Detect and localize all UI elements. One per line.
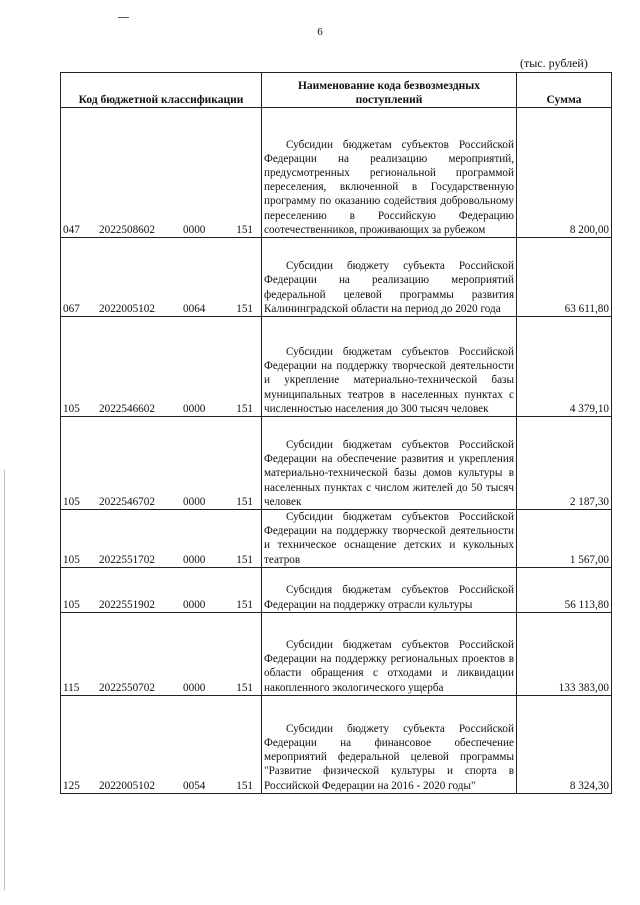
program-code: 0000 xyxy=(183,681,206,694)
budget-code-cell xyxy=(61,612,262,695)
header-code: Код бюджетной классификации xyxy=(61,73,262,108)
income-name-text: Субсидии бюджетам субъектов Российской Федерации на поддержку творческой деятельности и укрепление материально-технической базы муниципальных театров в населенных пунктах с численностью населения до 300 тысяч человек xyxy=(264,345,514,415)
kosgu-code: 151 xyxy=(236,402,253,415)
program-code: 0064 xyxy=(183,302,206,315)
table-row xyxy=(61,417,612,510)
income-name-text: Субсидии бюджетам субъектов Российской Федерации на обеспечение развития и укрепления материально-технической базы домов культуры в населенных пунктах с числом жителей до 50 тысяч человек xyxy=(264,438,514,508)
income-code: 2022005102 xyxy=(99,302,155,315)
program-code: 0000 xyxy=(183,223,206,236)
income-name-cell xyxy=(262,317,517,417)
income-name-cell xyxy=(262,238,517,317)
kosgu-code: 151 xyxy=(236,495,253,508)
table-header-row xyxy=(61,73,612,108)
amount-cell: 56 113,80 xyxy=(517,567,612,612)
income-name-text: Субсидии бюджетам субъектов Российской Федерации на поддержку региональных проектов в области обращения с отходами и ликвидации накопленного экологического ущерба xyxy=(264,639,514,694)
income-code: 2022005102 xyxy=(99,779,155,792)
header-name: Наименование кода безвозмездных поступлений xyxy=(262,73,517,108)
table-row xyxy=(61,612,612,695)
kosgu-code: 151 xyxy=(236,302,253,315)
budget-code-cell xyxy=(61,238,262,317)
income-name-cell xyxy=(262,695,517,793)
income-name-cell xyxy=(262,417,517,510)
income-code: 2022546702 xyxy=(99,495,155,508)
budget-code-cell xyxy=(61,695,262,793)
admin-code: 115 xyxy=(63,681,80,694)
income-code: 2022550702 xyxy=(99,681,155,694)
units-label: (тыс. рублей) xyxy=(520,56,588,70)
program-code: 0000 xyxy=(183,553,206,566)
income-name-text: Субсидии бюджету субъекта Российской Федерации на финансовое обеспечение мероприятий федеральной целевой программы "Развитие физической культуры и спорта в Российской Федерации на 2016 - 2020 годы" xyxy=(264,722,514,792)
income-name-text: Субсидии бюджетам субъектов Российской Федерации на поддержку творческой деятельности и техническое оснащение детских и кукольных театров xyxy=(264,511,514,566)
kosgu-code: 151 xyxy=(236,598,253,611)
kosgu-code: 151 xyxy=(236,681,253,694)
admin-code: 105 xyxy=(63,402,80,415)
income-code: 2022551702 xyxy=(99,553,155,566)
program-code: 0000 xyxy=(183,598,206,611)
income-name-cell xyxy=(262,510,517,568)
budget-code-cell xyxy=(61,417,262,510)
program-code: 0054 xyxy=(183,779,206,792)
admin-code: 105 xyxy=(63,553,80,566)
amount-cell: 63 611,80 xyxy=(517,238,612,317)
amount-cell: 8 200,00 xyxy=(517,108,612,238)
income-name-text: Субсидии бюджету субъекта Российской Федерации на реализацию мероприятий федеральной целевой программы развития Калининградской области на период до 2020 года xyxy=(264,260,514,315)
amount-cell: 1 567,00 xyxy=(517,510,612,568)
amount-cell: 4 379,10 xyxy=(517,317,612,417)
admin-code: 125 xyxy=(63,779,80,792)
table-row xyxy=(61,695,612,793)
table-row xyxy=(61,510,612,568)
header-sum: Сумма xyxy=(517,73,612,108)
amount-cell: 2 187,30 xyxy=(517,417,612,510)
table-row xyxy=(61,108,612,238)
budget-code-cell xyxy=(61,567,262,612)
page-number: 6 xyxy=(317,26,323,38)
income-name-cell xyxy=(262,108,517,238)
kosgu-code: 151 xyxy=(236,223,253,236)
scan-mark-left xyxy=(4,470,5,890)
income-code: 2022551902 xyxy=(99,598,155,611)
admin-code: 105 xyxy=(63,598,80,611)
income-code: 2022508602 xyxy=(99,223,155,236)
scan-mark-top xyxy=(118,17,129,18)
kosgu-code: 151 xyxy=(236,553,253,566)
program-code: 0000 xyxy=(183,402,206,415)
budget-table xyxy=(60,72,612,794)
table-row xyxy=(61,317,612,417)
income-name-text: Субсидии бюджетам субъектов Российской Федерации на реализацию мероприятий, предусмотренных региональной программой переселения, включенной в Государственную программу по оказанию содействия добровольному переселению в Российскую Федерацию соотечественников, проживающих за рубежом xyxy=(264,138,514,236)
income-name-text: Субсидия бюджетам субъектов Российской Федерации на поддержку отрасли культуры xyxy=(264,584,514,611)
income-name-cell xyxy=(262,567,517,612)
table-row xyxy=(61,238,612,317)
amount-cell: 133 383,00 xyxy=(517,612,612,695)
income-code: 2022546602 xyxy=(99,402,155,415)
program-code: 0000 xyxy=(183,495,206,508)
admin-code: 067 xyxy=(63,302,80,315)
admin-code: 047 xyxy=(63,223,80,236)
admin-code: 105 xyxy=(63,495,80,508)
kosgu-code: 151 xyxy=(236,779,253,792)
income-name-cell xyxy=(262,612,517,695)
budget-code-cell xyxy=(61,317,262,417)
budget-code-cell xyxy=(61,510,262,568)
amount-cell: 8 324,30 xyxy=(517,695,612,793)
budget-code-cell xyxy=(61,108,262,238)
table-row xyxy=(61,567,612,612)
